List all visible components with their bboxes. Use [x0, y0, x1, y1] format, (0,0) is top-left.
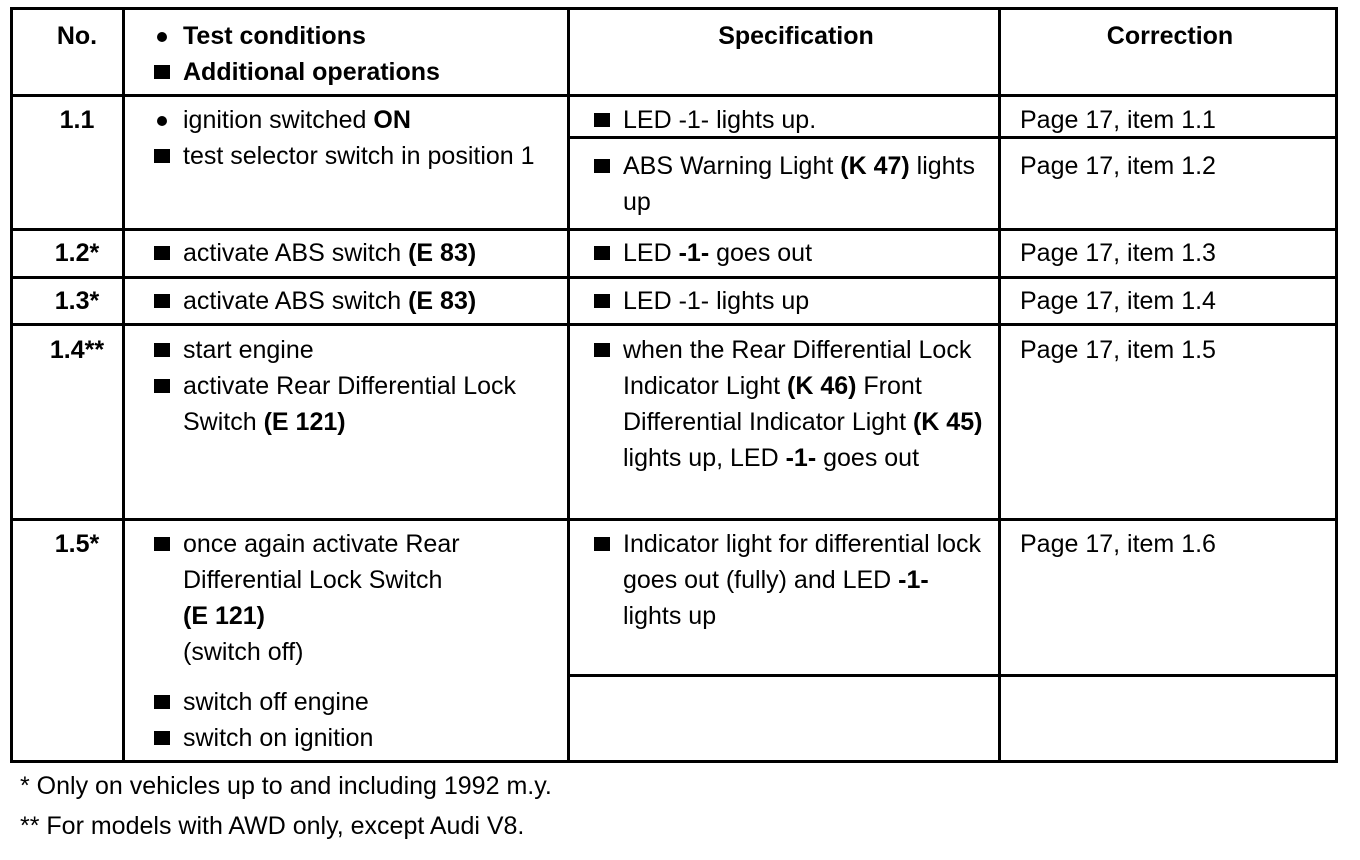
row-number: 1.4**: [49, 336, 105, 364]
row-number: 1.5*: [54, 530, 100, 558]
row-divider: [567, 674, 1335, 677]
correction-cell: Page 17, item 1.6: [1020, 530, 1216, 558]
specification-cell: LED -1- goes out: [591, 235, 1001, 271]
footnote: * Only on vehicles up to and including 1992 m.y.: [20, 772, 552, 800]
header-correction: Correction: [1106, 22, 1234, 50]
test-table: [10, 7, 1338, 763]
correction-cell: Page 17, item 1.5: [1020, 336, 1216, 364]
row-number: 1.1: [59, 106, 95, 134]
header-test-conditions: Test conditions Additional operations: [151, 18, 571, 90]
header-no: No.: [56, 22, 98, 50]
test-conditions-cell: activate ABS switch (E 83): [151, 235, 571, 271]
correction-cell: Page 17, item 1.4: [1020, 287, 1216, 315]
footnote: ** For models with AWD only, except Audi V8.: [20, 812, 525, 840]
test-conditions-cell: activate ABS switch (E 83): [151, 283, 571, 319]
row-divider: [13, 323, 1335, 326]
row-number: 1.2*: [54, 239, 100, 267]
test-conditions-cell: once again activate Rear Differential Lock Switch (E 121) (switch off) switch off engine switch on ignition: [151, 526, 571, 756]
specification-cell: LED -1- lights up.: [591, 102, 1001, 138]
specification-cell: LED -1- lights up: [591, 283, 1001, 319]
correction-cell: Page 17, item 1.1: [1020, 106, 1216, 134]
row-number: 1.3*: [54, 287, 100, 315]
specification-cell: ABS Warning Light (K 47) lights up: [591, 148, 1001, 220]
correction-cell: Page 17, item 1.3: [1020, 239, 1216, 267]
header-specification: Specification: [718, 22, 874, 50]
row-divider: [13, 518, 1335, 521]
row-divider: [13, 228, 1335, 231]
specification-cell: Indicator light for differential lock goes out (fully) and LED -1- lights up: [591, 526, 1001, 634]
test-conditions-cell: start engine activate Rear Differential Lock Switch (E 121): [151, 332, 571, 440]
specification-cell: when the Rear Differential Lock Indicator Light (K 46) Front Differential Indicator Light (K 45) lights up, LED -1- goes out: [591, 332, 1001, 476]
row-divider: [13, 94, 1335, 97]
correction-cell: Page 17, item 1.2: [1020, 152, 1216, 180]
row-divider: [13, 276, 1335, 279]
test-conditions-cell: ignition switched ON test selector switch in position 1: [151, 102, 571, 174]
